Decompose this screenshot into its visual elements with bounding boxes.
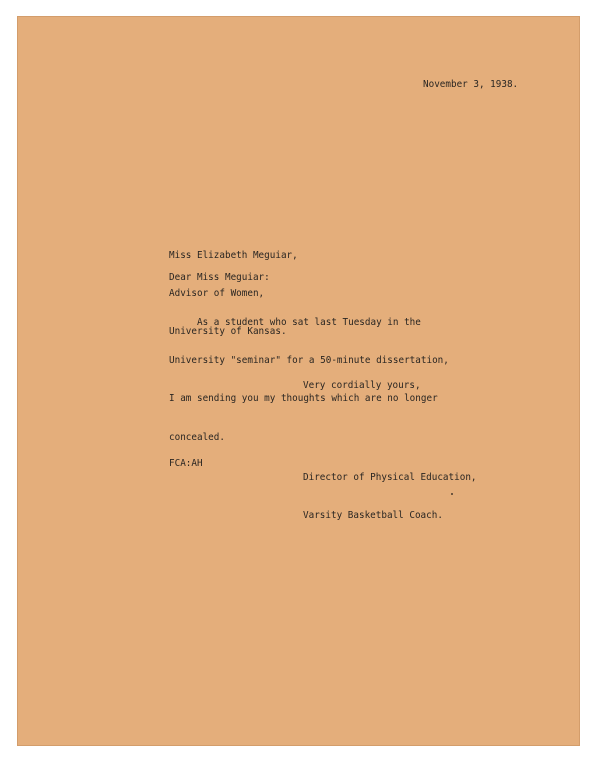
body-line: concealed. (169, 431, 225, 443)
letter-page (17, 16, 580, 746)
reference-initials: FCA:AH (169, 458, 203, 469)
body-line: University "seminar" for a 50-minute dissertation, (169, 354, 449, 366)
signature-block (303, 446, 477, 548)
letter-date: November 3, 1938. (423, 79, 519, 90)
paper-speck (451, 493, 453, 495)
recipient-title: Advisor of Women, (169, 287, 265, 299)
signature-title: Director of Physical Education, (303, 471, 477, 483)
recipient-institution: University of Kansas. (169, 326, 287, 338)
body-line: I am sending you my thoughts which are no longer (169, 393, 438, 405)
signature-role: Varsity Basketball Coach. (303, 509, 443, 521)
recipient-name: Miss Elizabeth Meguiar, (169, 249, 298, 261)
closing: Very cordially yours, (303, 380, 421, 391)
body-line: As a student who sat last Tuesday in the (169, 316, 421, 328)
salutation: Dear Miss Meguiar: (169, 272, 270, 283)
